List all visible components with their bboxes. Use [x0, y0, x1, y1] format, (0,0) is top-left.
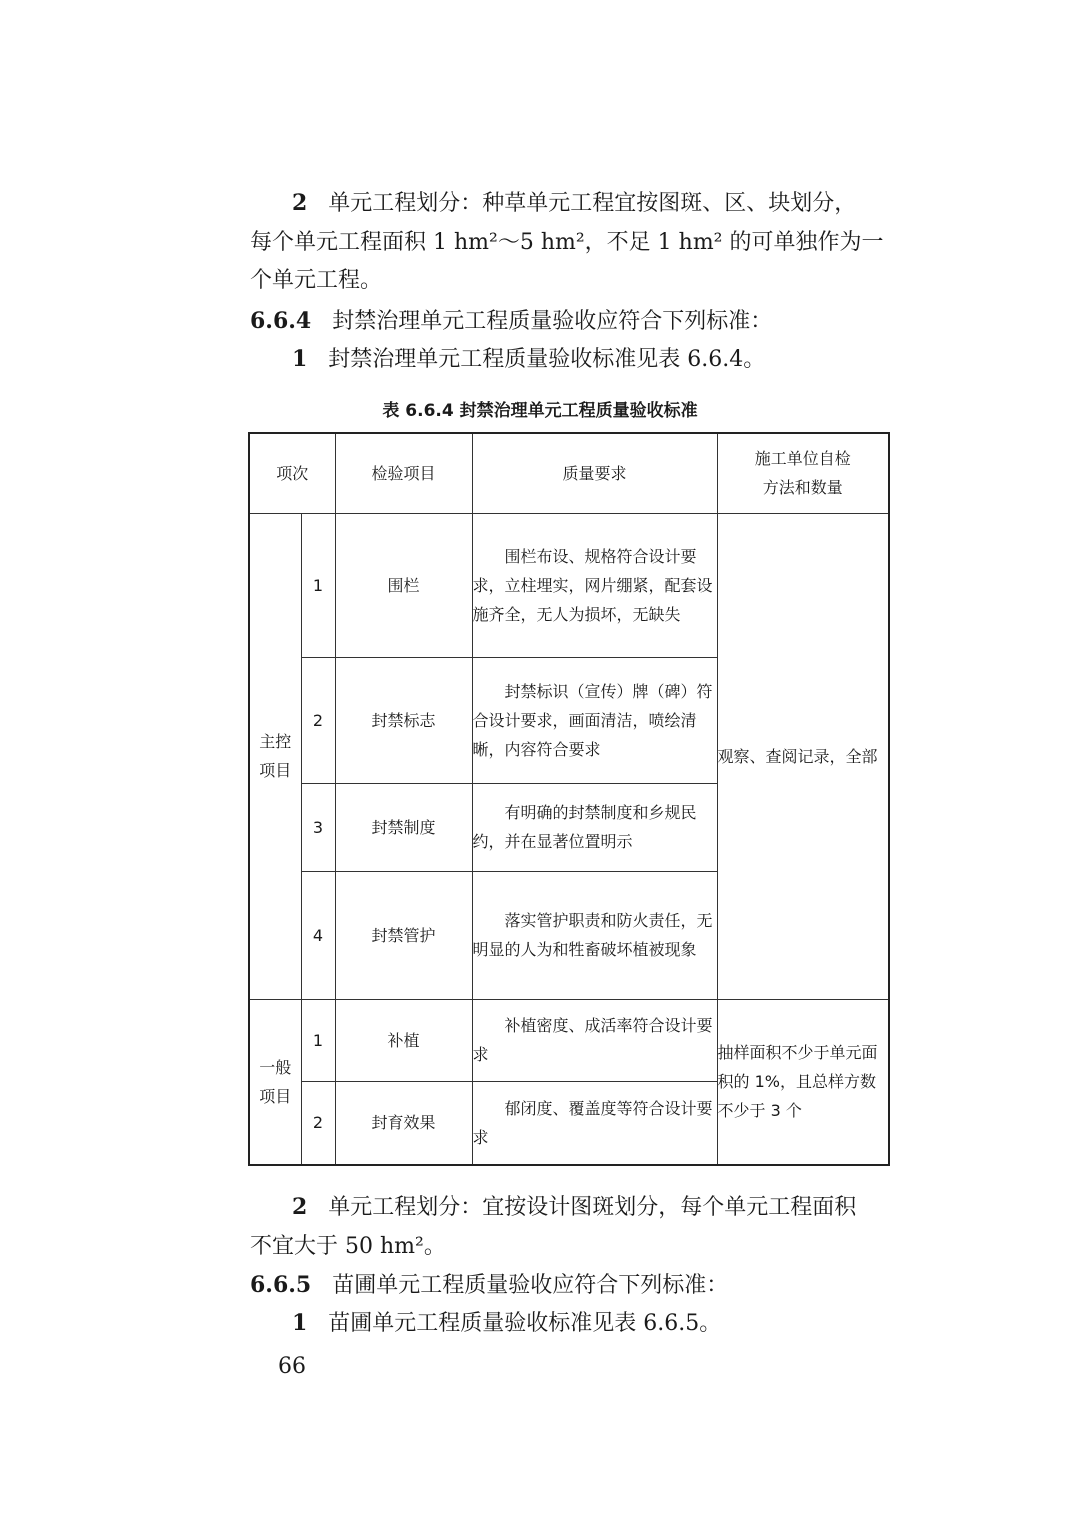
- para-2-line-3: 个单元工程。: [250, 268, 383, 293]
- header-method: [717, 433, 889, 513]
- item-number: 1: [292, 346, 308, 372]
- item-text: 封禁治理单元工程质量验收标准见表 6.6.4。: [328, 347, 766, 372]
- requirement-text: 郁闭度、覆盖度等符合设计要求: [472, 1098, 713, 1147]
- item-6-6-4-1: [292, 342, 765, 377]
- row-requirement: [472, 783, 717, 871]
- row-index: 3: [301, 783, 335, 871]
- page-number: 66: [278, 1354, 306, 1379]
- para-2-line-1: [292, 186, 856, 221]
- clause-number: 6.6.4: [250, 308, 312, 334]
- requirement-text: 补植密度、成活率符合设计要求: [472, 1016, 713, 1064]
- requirement-text: 落实管护职责和防火责任，无明显的人为和牲畜破坏植被现象: [472, 911, 713, 959]
- row-item: 补植: [335, 999, 472, 1081]
- row-index: 4: [301, 871, 335, 999]
- header-index: 项次: [249, 433, 335, 513]
- para-2b-line-1: [292, 1190, 856, 1225]
- item-text: 苗圃单元工程质量验收标准见表 6.6.5。: [328, 1311, 722, 1336]
- group-line-2: 项目: [259, 761, 292, 780]
- table-header-row: [249, 433, 889, 513]
- main-method: 观察、查阅记录，全部: [717, 513, 889, 999]
- row-index: 1: [301, 999, 335, 1081]
- item-number: 2: [292, 1194, 308, 1220]
- header-method-line-1: 施工单位自检: [754, 449, 851, 469]
- clause-6-6-5: [250, 1268, 728, 1303]
- para-text: 单元工程划分：宜按设计图斑划分，每个单元工程面积: [328, 1195, 857, 1220]
- item-6-6-5-1: [292, 1306, 721, 1341]
- row-requirement: [472, 657, 717, 783]
- row-index: 2: [301, 657, 335, 783]
- header-requirement: 质量要求: [472, 433, 717, 513]
- requirement-text: 封禁标识（宣传）牌（碑）符合设计要求，画面清洁，喷绘清晰，内容符合要求: [472, 681, 713, 759]
- group-general: [249, 999, 301, 1165]
- header-method-line-2: 方法和数量: [762, 478, 843, 498]
- group-line-2: 项目: [259, 1086, 292, 1106]
- row-requirement: [472, 871, 717, 999]
- clause-text: 苗圃单元工程质量验收应符合下列标准：: [332, 1273, 729, 1298]
- requirement-text: 有明确的封禁制度和乡规民约，并在显著位置明示: [472, 803, 697, 851]
- item-number: 2: [292, 190, 308, 216]
- table-caption: 表 6.6.4 封禁治理单元工程质量验收标准: [382, 401, 698, 421]
- row-item: 封禁管护: [335, 871, 472, 999]
- row-requirement: [472, 1081, 717, 1165]
- row-requirement: [472, 513, 717, 657]
- para-2b-line-2: 不宜大于 50 hm²。: [250, 1234, 446, 1259]
- header-item: 检验项目: [335, 433, 472, 513]
- row-index: 2: [301, 1081, 335, 1165]
- row-index: 1: [301, 513, 335, 657]
- row-item: 封育效果: [335, 1081, 472, 1165]
- general-method: 抽样面积不少于单元面积的 1%，且总样方数不少于 3 个: [717, 999, 889, 1165]
- item-number: 1: [292, 1310, 308, 1336]
- row-item: 围栏: [335, 513, 472, 657]
- requirement-text: 围栏布设、规格符合设计要求，立柱埋实，网片绷紧，配套设施齐全，无人为损坏，无缺失: [472, 546, 713, 624]
- table-row: [249, 999, 889, 1081]
- clause-text: 封禁治理单元工程质量验收应符合下列标准：: [332, 309, 773, 334]
- row-item: 封禁制度: [335, 783, 472, 871]
- quality-standard-table: [248, 432, 890, 1166]
- group-line-1: 主控: [259, 732, 292, 751]
- para-2-line-2: 每个单元工程面积 1 hm²～5 hm²，不足 1 hm² 的可单独作为一: [250, 230, 884, 255]
- group-main-control: [249, 513, 301, 999]
- clause-number: 6.6.5: [250, 1272, 312, 1298]
- group-line-1: 一般: [259, 1057, 292, 1077]
- clause-6-6-4: [250, 304, 772, 339]
- table-row: [249, 513, 889, 657]
- para-text: 单元工程划分：种草单元工程宜按图斑、区、块划分，: [328, 191, 857, 216]
- row-requirement: [472, 999, 717, 1081]
- row-item: 封禁标志: [335, 657, 472, 783]
